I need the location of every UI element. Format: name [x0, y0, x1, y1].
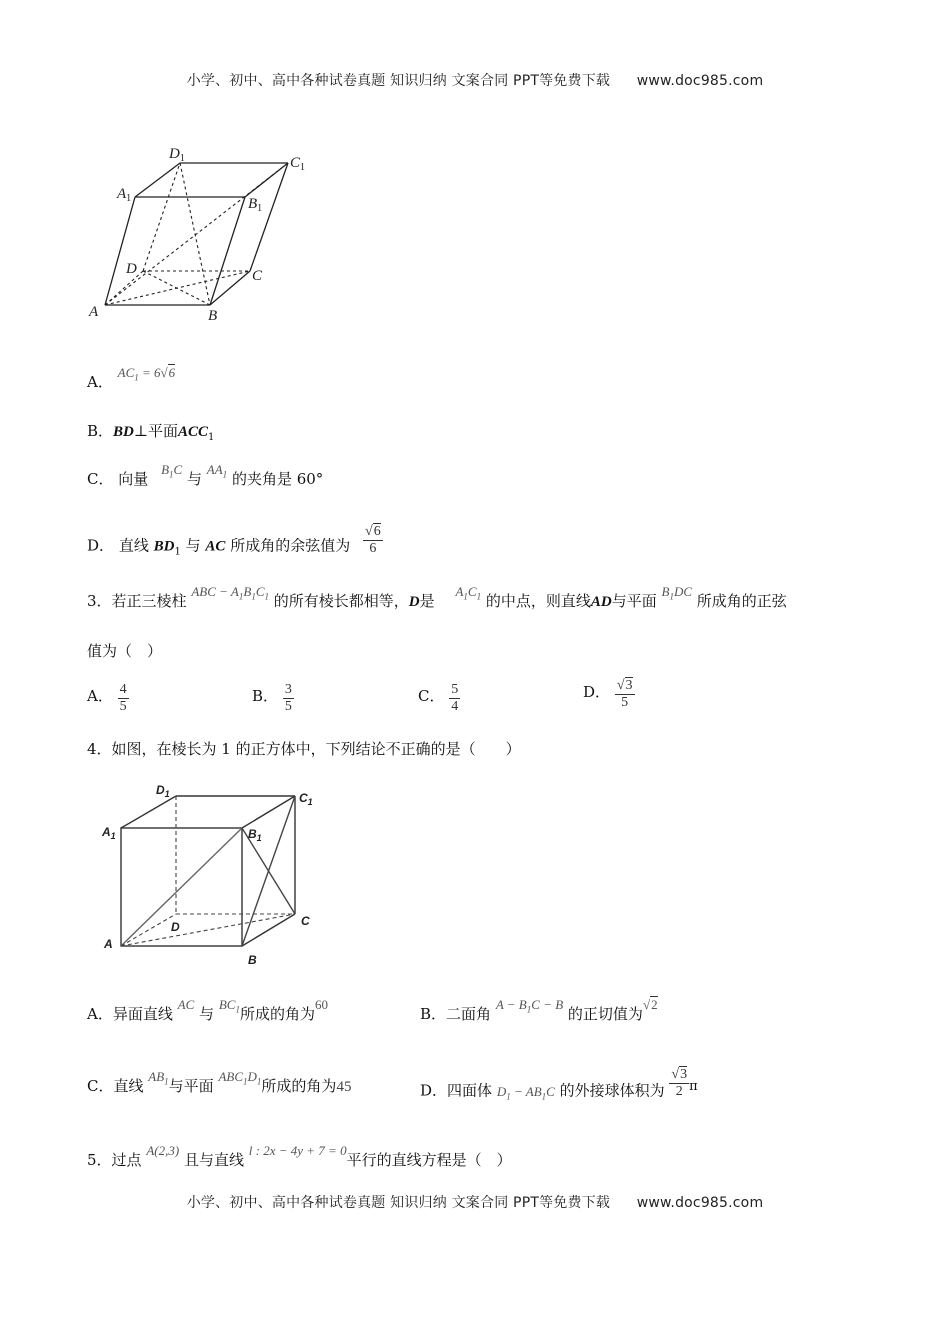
q3-option-b[interactable]: B． $\frac{3}{5}$: [252, 682, 292, 714]
q3-option-c[interactable]: C． $\frac{5}{4}$: [418, 682, 459, 714]
option-letter: C．: [87, 470, 114, 488]
label-C1: $C_1$: [299, 791, 313, 807]
header-banner: [0, 70, 950, 90]
math-plane: $ABC_1D_1$: [218, 1069, 262, 1087]
label-B1: $B_1$: [248, 196, 263, 214]
label-D: D: [171, 920, 180, 934]
math-prism: ABC − $A_1B_1C_1$: [191, 584, 269, 602]
math-point-a: A(2,3): [146, 1143, 180, 1158]
math-line-l: l : 2x − 4y + 7 = 0: [248, 1143, 347, 1158]
label-B: B: [248, 953, 257, 967]
q4-option-b[interactable]: B．二面角 $A - B_1C - B$ 的正切值为√2: [420, 997, 658, 1023]
footer-text: 小学、初中、高中各种试卷真题 知识归纳 文案合同 PPT等免费下载: [186, 1195, 611, 1211]
diag-AB1: [121, 828, 242, 946]
label-A1: $A_1$: [102, 825, 116, 841]
label-B1: $B_1$: [248, 827, 262, 843]
label-D: D: [126, 261, 137, 277]
option-letter: A．: [87, 373, 113, 391]
label-B: B: [208, 308, 218, 324]
fraction: $\frac{√3}{5}$: [616, 678, 633, 710]
math-dihedral: $A - B_1C - B$: [495, 997, 564, 1015]
figure-parallelepiped: [80, 138, 330, 338]
fraction: $\frac{3}{5}$: [284, 682, 292, 714]
edge-A1D1: [121, 796, 176, 828]
edge-CC1: [250, 163, 288, 271]
q5-stem: 5．过点 A(2,3) 且与直线 l : 2x − 4y + 7 = 0平行的直线方程是（ ）: [87, 1143, 512, 1169]
label-A1: $A_1$: [117, 186, 132, 204]
option-letter: B．: [87, 422, 114, 440]
fraction: $\frac{4}{5}$: [119, 682, 127, 714]
label-D1: $D_1$: [169, 146, 185, 164]
q4-option-d[interactable]: D．四面体 $D_1 - AB_1C$ 的外接球体积为 $\frac{√3}{2}$ π: [420, 1067, 698, 1102]
fraction-sqrt6-6: $\frac{√6}{6}$: [365, 524, 381, 556]
label-C: C: [252, 268, 263, 284]
math-tetra: $D_1 - AB_1C$: [496, 1083, 555, 1102]
q2-option-a[interactable]: [87, 365, 176, 398]
fraction: $\frac{5}{4}$: [451, 682, 459, 714]
q3-stem: 3．若正三棱柱 ABC − $A_1B_1C_1$ 的所有棱长都相等，D是 $A_1C_1$ 的中点，则直线AD与平面 $B_1DC$ 所成角的正弦: [87, 584, 787, 610]
q4-stem: 4．如图，在棱长为 1 的正方体中，下列结论不正确的是（ ）: [87, 740, 521, 758]
math-ac: AC: [177, 997, 195, 1012]
edge-DD1: [143, 163, 180, 271]
option-letter: D．: [87, 536, 115, 555]
diag-BD: [143, 271, 210, 305]
header-url[interactable]: www.doc985.com: [636, 73, 764, 89]
math-b1dc: $B_1DC$: [661, 584, 693, 602]
edge-AA1: [105, 197, 135, 305]
label-A: A: [104, 937, 113, 951]
vector-aa1: $AA_1$: [206, 462, 228, 480]
figure-cube: [95, 778, 325, 968]
math-a1c1: $A_1C_1$: [455, 584, 482, 602]
q2-option-b[interactable]: B．BD⊥平面$ACC_1$: [87, 422, 215, 443]
vector-b1c: $B_1C$: [161, 462, 183, 480]
label-C: C: [301, 914, 310, 928]
footer-banner: [0, 1192, 950, 1212]
fraction-sqrt3-2: $\frac{√3}{2}$: [671, 1067, 688, 1099]
edge-B1C1: [242, 796, 295, 828]
q3-stem-end: 值为（ ）: [87, 642, 163, 660]
math-ab1: $AB_1$: [148, 1069, 169, 1087]
label-C1: $C_1$: [290, 155, 306, 173]
label-A: A: [89, 304, 99, 320]
q2-option-c[interactable]: C． 向量 $B_1C$ 与 $AA_1$ 的夹角是 60°: [87, 462, 324, 488]
footer-url[interactable]: www.doc985.com: [636, 1195, 764, 1211]
math-bc1: $BC_1$: [218, 997, 240, 1015]
q4-option-a[interactable]: A．异面直线 AC 与 $BC_1$所成的角为60: [87, 997, 328, 1023]
q2-option-d[interactable]: D． 直线 $BD_1$ 与 AC 所成角的余弦值为 $\frac{√6}{6}$: [87, 524, 381, 558]
header-text: 小学、初中、高中各种试卷真题 知识归纳 文案合同 PPT等免费下载: [186, 73, 611, 89]
diag-BC1: [242, 796, 295, 946]
edge-BB1: [210, 197, 245, 305]
q3-option-d[interactable]: D． $\frac{√3}{5}$: [583, 678, 633, 710]
edge-A1D1: [135, 163, 180, 197]
math-ac1: $AC_1 = 6√6$: [117, 365, 176, 383]
q3-option-a[interactable]: A． $\frac{4}{5}$: [87, 682, 127, 714]
q4-option-c[interactable]: C．直线 $AB_1$与平面 $ABC_1D_1$所成的角为45: [87, 1069, 352, 1095]
label-D1: $D_1$: [156, 783, 170, 799]
